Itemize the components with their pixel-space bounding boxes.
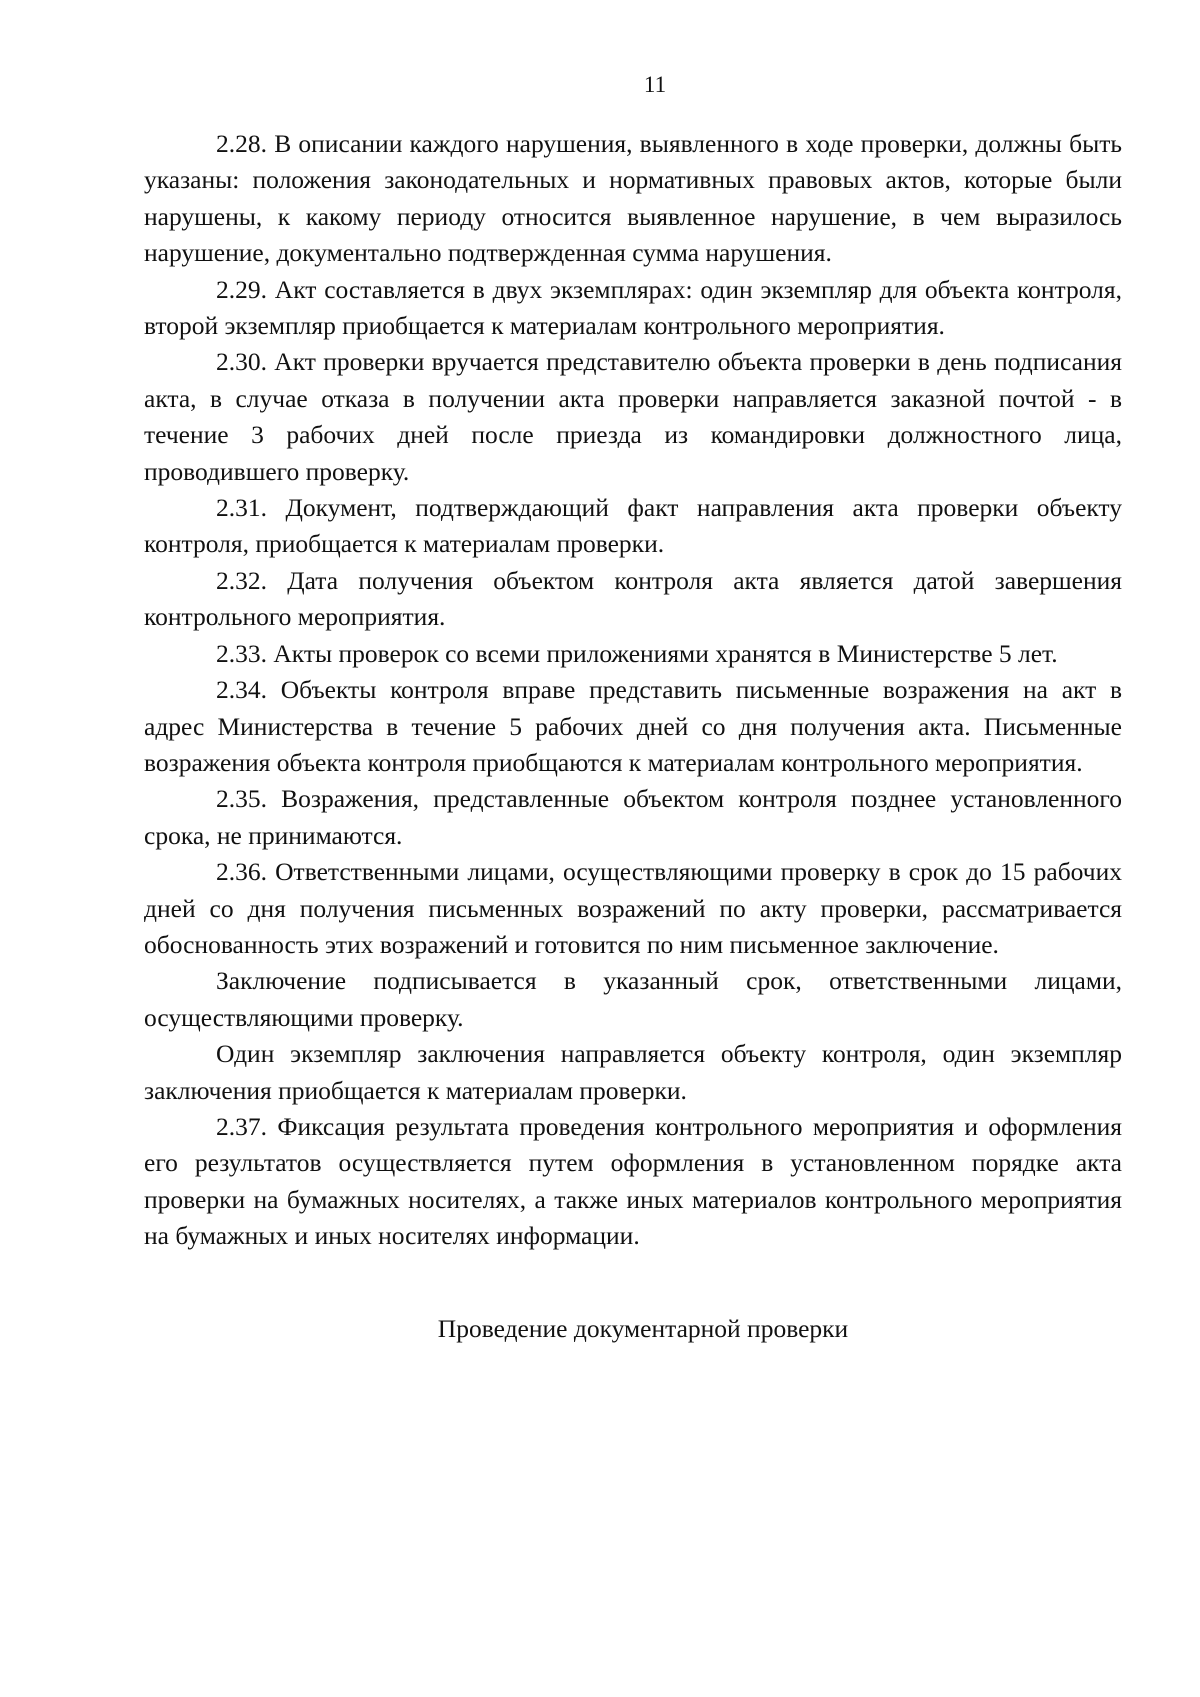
paragraph-2-36: 2.36. Ответственными лицами, осуществляющими проверку в срок до 15 рабочих дней со дня получения письменных возражений по акту проверки, рассматривается обоснованность этих возражений и готовится по ним письменное заключение. [144, 857, 1122, 959]
paragraph-2-37: 2.37. Фиксация результата проведения контрольного мероприятия и оформления его результатов осуществляется путем оформления в установленном порядке акта проверки на бумажных носителях, а также иных материалов контрольного мероприятия на бумажных и иных носителях информации. [144, 1111, 1122, 1251]
paragraph-2-29: 2.29. Акт составляется в двух экземплярах: один экземпляр для объекта контроля, второй экземпляр приобщается к материалам контрольного мероприятия. [144, 274, 1122, 341]
paragraph-2-32: 2.32. Дата получения объектом контроля акта является датой завершения контрольного мероприятия. [144, 565, 1122, 632]
paragraph-2-28: 2.28. В описании каждого нарушения, выявленного в ходе проверки, должны быть указаны: положения законодательных и нормативных правовых актов, которые были нарушены, к какому периоду относится выявленное нарушение, в чем выразилось нарушение, документально подтвержденная сумма нарушения. [144, 129, 1122, 268]
paragraph-2-35: 2.35. Возражения, представленные объектом контроля позднее установленного срока, не принимаются. [144, 784, 1122, 850]
paragraph-2-31: 2.31. Документ, подтверждающий факт направления акта проверки объекту контроля, приобщается к материалам проверки. [144, 493, 1122, 559]
paragraph-2-34: 2.34. Объекты контроля вправе представить письменные возражения на акт в адрес Министерства в течение 5 рабочих дней со дня получения акта. Письменные возражения объекта контроля приобщаются к материалам контрольного мероприятия. [144, 675, 1122, 777]
paragraph-2-33: 2.33. Акты проверок со всеми приложениями хранятся в Министерстве 5 лет. [216, 638, 1058, 668]
section-heading: Проведение документарной проверки [437, 1313, 849, 1343]
paragraph-2-30: 2.30. Акт проверки вручается представителю объекта проверки в день подписания акта, в случае отказа в получении акта проверки направляется заказной почтой - в течение 3 рабочих дней после приезда из командировки должностного лица, проводившего проверку. [144, 347, 1122, 486]
page-number: 11 [643, 72, 667, 97]
paragraph-conclusion-signing: Заключение подписывается в указанный срок, ответственными лицами, осуществляющими проверку. [144, 966, 1122, 1032]
paragraph-conclusion-copy: Один экземпляр заключения направляется объекту контроля, один экземпляр заключения приобщается к материалам проверки. [144, 1039, 1122, 1105]
